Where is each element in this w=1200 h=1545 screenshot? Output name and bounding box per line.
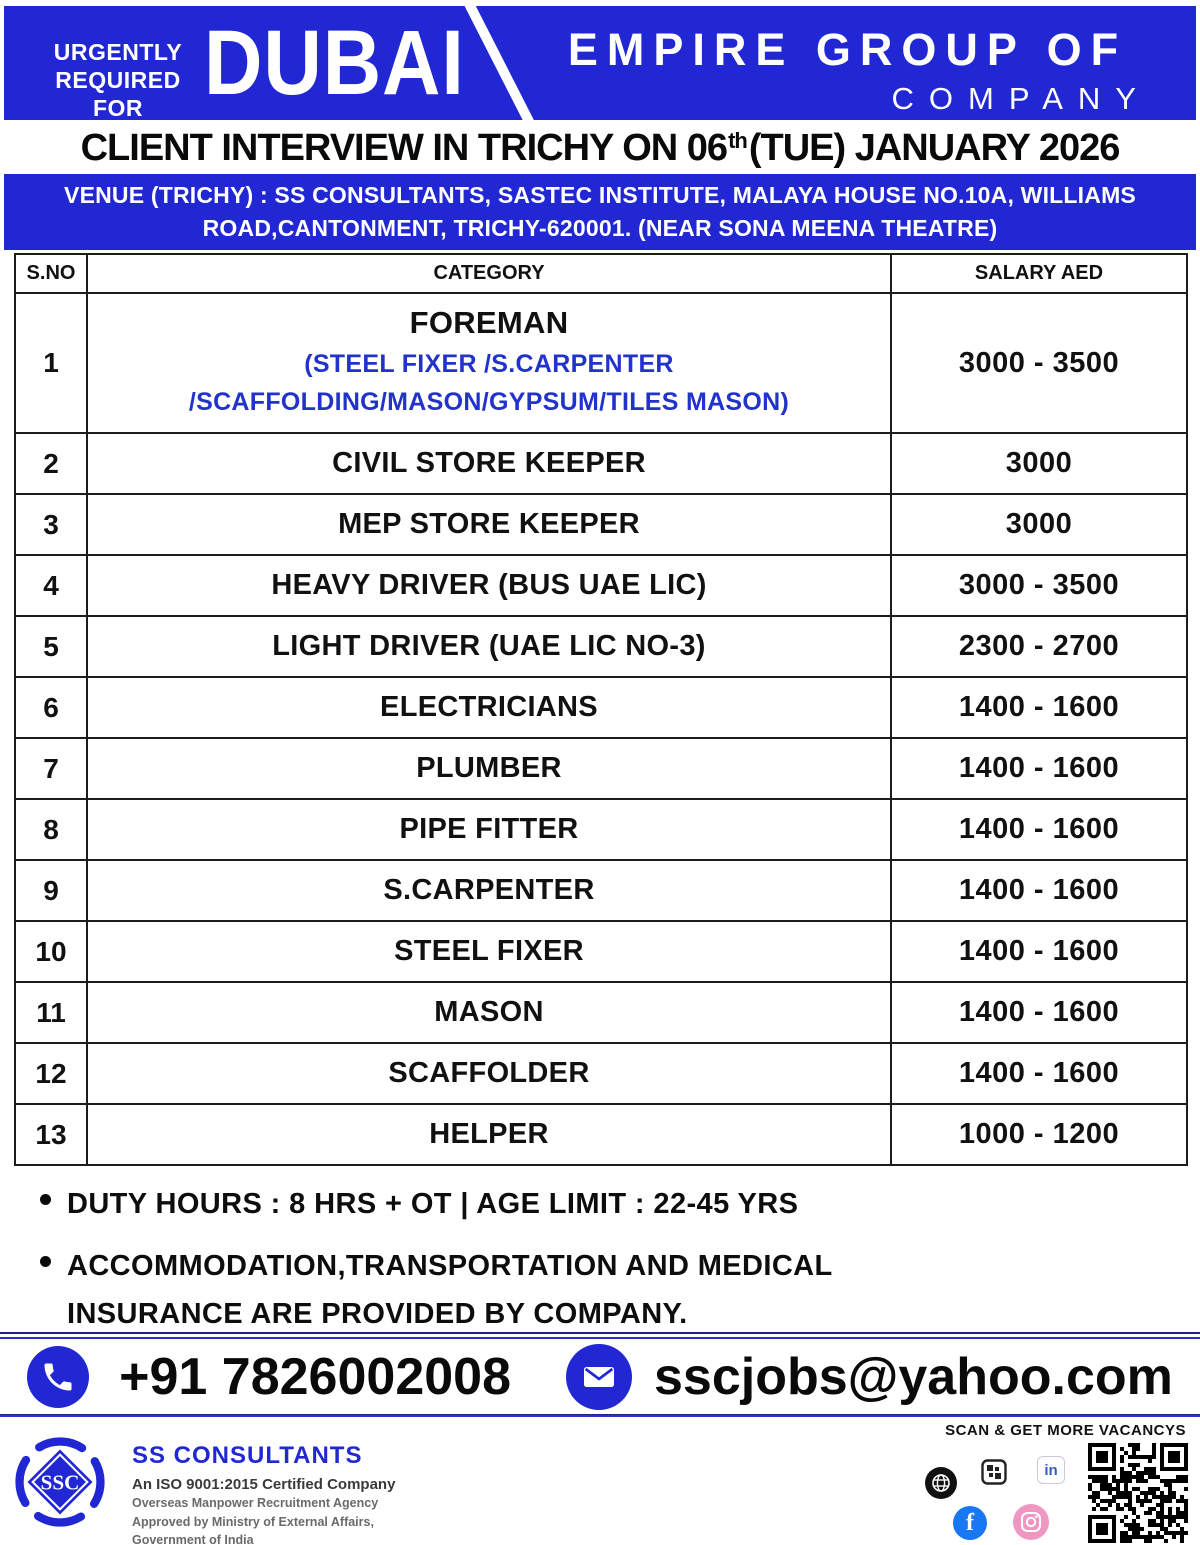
linkedin-in-text: in [1044,1461,1058,1479]
category-label: S.CARPENTER [383,874,595,906]
cell-category [87,616,891,677]
cell-category [87,433,891,494]
cell-category [87,494,891,555]
cell-category [87,1043,891,1104]
qr-glyph-icon[interactable] [981,1459,1007,1485]
venue-banner [4,174,1196,250]
category-label: SCAFFOLDER [388,1057,590,1089]
social-icons [905,1454,1080,1544]
cell-salary: 3000 - 3500 [891,293,1187,433]
cell-category [87,677,891,738]
category-label: PLUMBER [416,752,562,784]
table-row [15,738,1187,799]
table-row [15,677,1187,738]
cell-salary: 1400 - 1600 [891,860,1187,921]
headline-prefix: CLIENT INTERVIEW IN TRICHY ON 06 [80,126,728,169]
cell-salary: 3000 [891,433,1187,494]
category-label: CIVIL STORE KEEPER [332,447,646,479]
cell-salary: 1400 - 1600 [891,1043,1187,1104]
header-category: CATEGORY [87,254,891,293]
header-diagonal-divider [464,6,539,120]
cell-sno: 7 [15,738,87,799]
table-row [15,860,1187,921]
agency-line3: Approved by Ministry of External Affairs, [132,1514,374,1529]
top-header [4,6,1196,120]
header-sno: S.NO [15,254,87,293]
cell-salary: 1400 - 1600 [891,982,1187,1043]
cell-salary: 1000 - 1200 [891,1104,1187,1165]
cell-sno: 3 [15,494,87,555]
qr-code[interactable] [1088,1443,1188,1543]
bullet-dot [40,1256,51,1267]
interview-headline [0,124,1200,172]
cell-sno: 1 [15,293,87,433]
cell-sno: 11 [15,982,87,1043]
note-text: DUTY HOURS : 8 HRS + OT | AGE LIMIT : 22-45 YRS [67,1188,799,1220]
contact-bar-inner [0,1337,1200,1417]
headline-superscript: th [728,128,747,153]
category-label: ELECTRICIANS [380,691,598,723]
footer [0,1414,1200,1545]
cell-category [87,799,891,860]
table-row [15,921,1187,982]
agency-line2: Overseas Manpower Recruitment Agency [132,1496,379,1510]
table-row [15,494,1187,555]
category-label: HEAVY DRIVER (BUS UAE LIC) [271,569,707,601]
scan-label: SCAN & GET MORE VACANCYS [945,1422,1186,1439]
category-label: MEP STORE KEEPER [338,508,640,540]
cell-sno: 6 [15,677,87,738]
cell-sno: 10 [15,921,87,982]
urgently-required-label [28,38,208,120]
category-label: MASON [434,996,544,1028]
phone-icon [27,1346,89,1408]
cell-category [87,921,891,982]
cell-category [87,738,891,799]
cell-category [87,1104,891,1165]
cell-salary: 1400 - 1600 [891,799,1187,860]
cell-sno: 4 [15,555,87,616]
svg-text:SSC: SSC [40,1470,80,1495]
urgently-line1: URGENTLY [53,39,183,65]
job-table-body [15,293,1187,1165]
globe-icon[interactable] [925,1467,957,1499]
cell-category [87,982,891,1043]
email-address[interactable]: sscjobs@yahoo.com [654,1348,1173,1406]
company-name-block [544,24,1151,117]
table-row [15,1043,1187,1104]
cell-salary: 1400 - 1600 [891,677,1187,738]
table-row [15,433,1187,494]
cell-sno: 2 [15,433,87,494]
cell-sno: 8 [15,799,87,860]
category-label: FOREMAN [409,305,569,340]
cell-sno: 9 [15,860,87,921]
category-label: PIPE FITTER [399,813,579,845]
category-label: HELPER [429,1118,549,1150]
cell-sno: 5 [15,616,87,677]
urgently-line2: REQUIRED FOR [55,67,181,120]
table-row [15,799,1187,860]
cell-category [87,860,891,921]
company-name-line2: COMPANY [891,81,1151,116]
bullet-dot [40,1194,51,1205]
table-row [15,1104,1187,1165]
job-table [14,253,1188,1166]
cell-salary: 1400 - 1600 [891,921,1187,982]
agency-name: SS CONSULTANTS [132,1442,363,1469]
cell-sno: 12 [15,1043,87,1104]
cell-category [87,293,891,433]
cell-category-subline: /SCAFFOLDING/MASON/GYPSUM/TILES MASON) [188,388,790,416]
email-icon [566,1344,632,1410]
facebook-icon[interactable] [953,1506,987,1540]
headline-suffix: (TUE) JANUARY 2026 [748,126,1120,169]
table-row [15,982,1187,1043]
cell-category-sub [88,345,890,421]
cell-salary: 3000 [891,494,1187,555]
cell-category [87,555,891,616]
table-header-row [15,254,1187,293]
facebook-f-text: f [966,1509,974,1536]
ssc-logo [14,1436,106,1528]
note-item-duty-hours [40,1180,1170,1228]
table-row [15,555,1187,616]
cell-salary: 2300 - 2700 [891,616,1187,677]
agency-line4: Government of India [132,1533,254,1545]
city-title: DUBAI [204,12,465,114]
linkedin-icon[interactable] [1037,1456,1065,1484]
agency-cert-line: An ISO 9001:2015 Certified Company [132,1476,396,1493]
table-row [15,293,1187,433]
category-label: STEEL FIXER [394,935,584,967]
instagram-icon[interactable] [1013,1504,1049,1540]
agency-info [132,1442,395,1545]
cell-salary: 3000 - 3500 [891,555,1187,616]
cell-category-subline: (STEEL FIXER /S.CARPENTER [304,350,674,378]
cell-sno: 13 [15,1104,87,1165]
table-row [15,616,1187,677]
note-item-benefits [40,1242,1170,1338]
cell-salary: 1400 - 1600 [891,738,1187,799]
venue-text: VENUE (TRICHY) : SS CONSULTANTS, SASTEC INSTITUTE, MALAYA HOUSE NO.10A, WILLIAMS ROAD,CANTONMENT, TRICHY-620001. (NEAR SONA MEENA THEATRE) [64,182,1136,241]
note-text: ACCOMMODATION,TRANSPORTATION AND MEDICAL INSURANCE ARE PROVIDED BY COMPANY. [67,1250,833,1330]
category-label: LIGHT DRIVER (UAE LIC NO-3) [272,630,706,662]
company-name: EMPIRE GROUP OF [567,24,1128,75]
notes-list [40,1180,1170,1352]
contact-bar [0,1332,1200,1416]
phone-number[interactable]: +91 7826002008 [119,1348,511,1406]
header-salary: SALARY AED [891,254,1187,293]
